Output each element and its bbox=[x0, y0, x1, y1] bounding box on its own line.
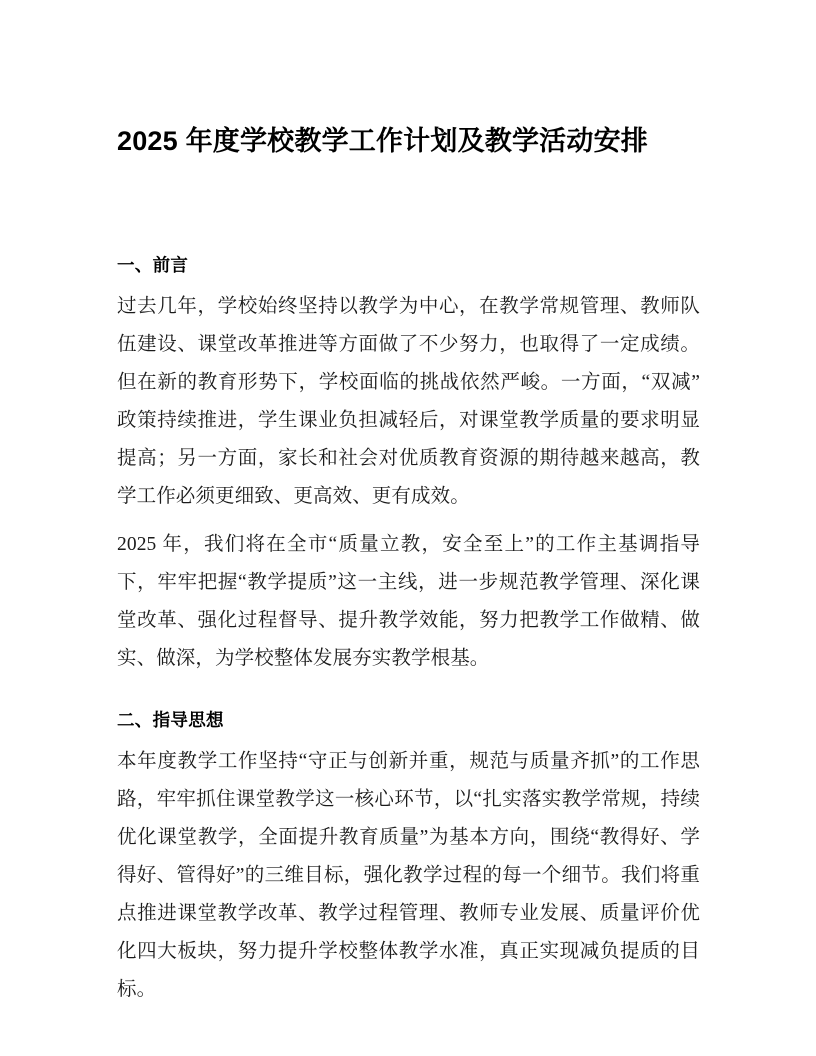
paragraph: 过去几年，学校始终坚持以教学为中心，在教学常规管理、教师队伍建设、课堂改革推进等方面做了不少努力，也取得了一定成绩。但在新的教育形势下，学校面临的挑战依然严峻。一方面，“双减”政策持续推进，学生课业负担减轻后，对课堂教学质量的要求明显提高；另一方面，家长和社会对优质教育资源的期待越来越高，教学工作必须更细致、更高效、更有成效。 bbox=[117, 296, 700, 507]
document-body bbox=[117, 0, 700, 1009]
section-heading-preface: 一、前言 bbox=[117, 255, 189, 275]
section-heading-guiding-ideology: 二、指导思想 bbox=[117, 710, 224, 730]
page-title: 2025 年度学校教学工作计划及教学活动安排 bbox=[117, 126, 648, 156]
paragraph: 2025 年，我们将在全市“质量立教，安全至上”的工作主基调指导下，牢牢把握“教学提质”这一主线，进一步规范教学管理、深化课堂改革、强化过程督导、提升教学效能，努力把教学工作做精、做实、做深，为学校整体发展夯实教学根基。 bbox=[117, 534, 700, 669]
paragraph: 本年度教学工作坚持“守正与创新并重，规范与质量齐抓”的工作思路，牢牢抓住课堂教学这一核心环节，以“扎实落实教学常规，持续优化课堂教学，全面提升教育质量”为基本方向，围绕“教得好、学得好、管得好”的三维目标，强化教学过程的每一个细节。我们将重点推进课堂教学改革、教学过程管理、教师专业发展、质量评价优化四大板块，努力提升学校整体教学水准，真正实现减负提质的目标。 bbox=[117, 751, 700, 1000]
